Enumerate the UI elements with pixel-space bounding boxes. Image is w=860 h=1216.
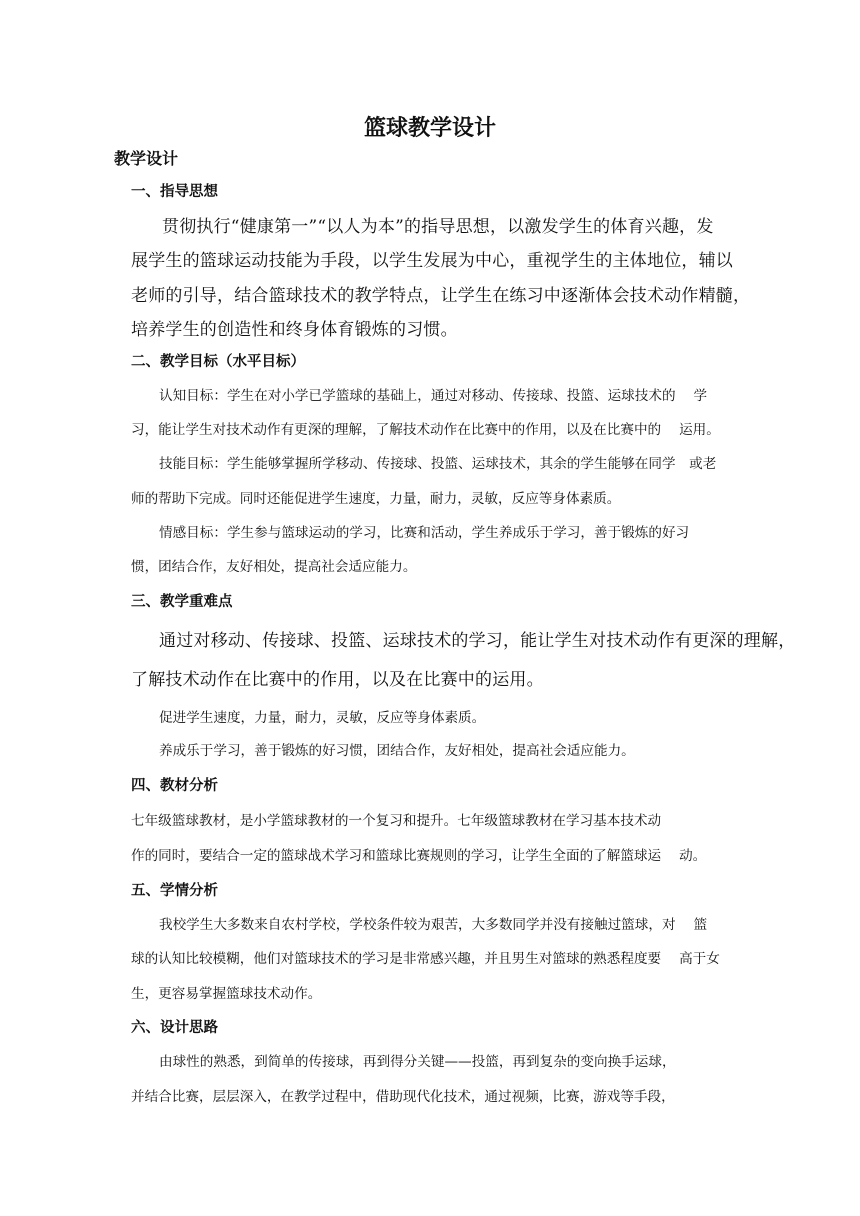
paragraph-line: 并结合比赛，层层深入，在教学过程中，借助现代化技术，通过视频，比赛，游戏等手段，: [131, 1089, 675, 1105]
paragraph-line: 惯，团结合作，友好相处，提高社会适应能力。: [131, 559, 417, 575]
paragraph-line: 了解技术动作在比赛中的作用，以及在比赛中的运用。: [131, 670, 544, 690]
section-heading-key-points: 三、教学重难点: [131, 594, 233, 610]
paragraph-line: 通过对移动、传接球、投篮、运球技术的学习，能让学生对技术动作有更深的理解，: [159, 631, 796, 651]
paragraph-line: 贯彻执行“健康第一”“以人为本”的指导思想，以激发学生的体育兴趣，发: [162, 217, 714, 237]
paragraph-line: 我校学生大多数来自农村学校，学校条件较为艰苦，大多数同学并没有接触过篮球，对 篮: [159, 917, 708, 933]
paragraph-line: 技能目标：学生能够掌握所学移动、传接球、投篮、运球技术，其余的学生能够在同学 或老: [159, 456, 717, 472]
paragraph-line: 促进学生速度，力量，耐力，灵敏，反应等身体素质。: [159, 710, 486, 726]
section-heading-design-idea: 六、设计思路: [131, 1020, 218, 1036]
section-heading-teaching-goals: 二、教学目标（水平目标）: [131, 354, 305, 370]
paragraph-line: 情感目标：学生参与篮球运动的学习，比赛和活动，学生养成乐于学习，善于锻炼的好习: [159, 525, 690, 541]
section-heading-material-analysis: 四、教材分析: [131, 778, 218, 794]
paragraph-line: 作的同时，要结合一定的篮球战术学习和篮球比赛规则的学习，让学生全面的了解篮球运 动。: [131, 848, 707, 864]
document-title: 篮球教学设计: [363, 116, 496, 141]
document-subtitle: 教学设计: [114, 149, 179, 168]
paragraph-line: 认知目标：学生在对小学已学篮球的基础上，通过对移动、传接球、投篮、运球技术的 学: [159, 388, 708, 404]
paragraph-line: 生，更容易掌握篮球技术动作。: [131, 986, 322, 1002]
section-heading-guiding-thought: 一、指导思想: [131, 184, 218, 200]
paragraph-line: 老师的引导，结合篮球技术的教学特点，让学生在练习中逐渐体会技术动作精髓，: [131, 286, 751, 306]
paragraph-line: 球的认知比较模糊，他们对篮球技术的学习是非常感兴趣，并且男生对篮球的熟悉程度要 高于女: [131, 951, 720, 967]
paragraph-line: 由球性的熟悉，到简单的传接球，再到得分关键——投篮，再到复杂的变向换手运球，: [159, 1054, 676, 1070]
paragraph-line: 习，能让学生对技术动作有更深的理解，了解技术动作在比赛中的作用，以及在比赛中的 运用。: [131, 422, 720, 438]
paragraph-line: 养成乐于学习，善于锻炼的好习惯，团结合作，友好相处，提高社会适应能力。: [159, 743, 635, 759]
paragraph-line: 展学生的篮球运动技能为手段，以学生发展为中心，重视学生的主体地位，辅以: [131, 251, 733, 271]
paragraph-line: 师的帮助下完成。同时还能促进学生速度，力量，耐力，灵敏，反应等身体素质。: [131, 491, 621, 507]
section-heading-student-analysis: 五、学情分析: [131, 883, 218, 899]
paragraph-line: 七年级篮球教材，是小学篮球教材的一个复习和提升。七年级篮球教材在学习基本技术动: [131, 813, 662, 829]
paragraph-line: 培养学生的创造性和终身体育锻炼的习惯。: [131, 320, 458, 340]
